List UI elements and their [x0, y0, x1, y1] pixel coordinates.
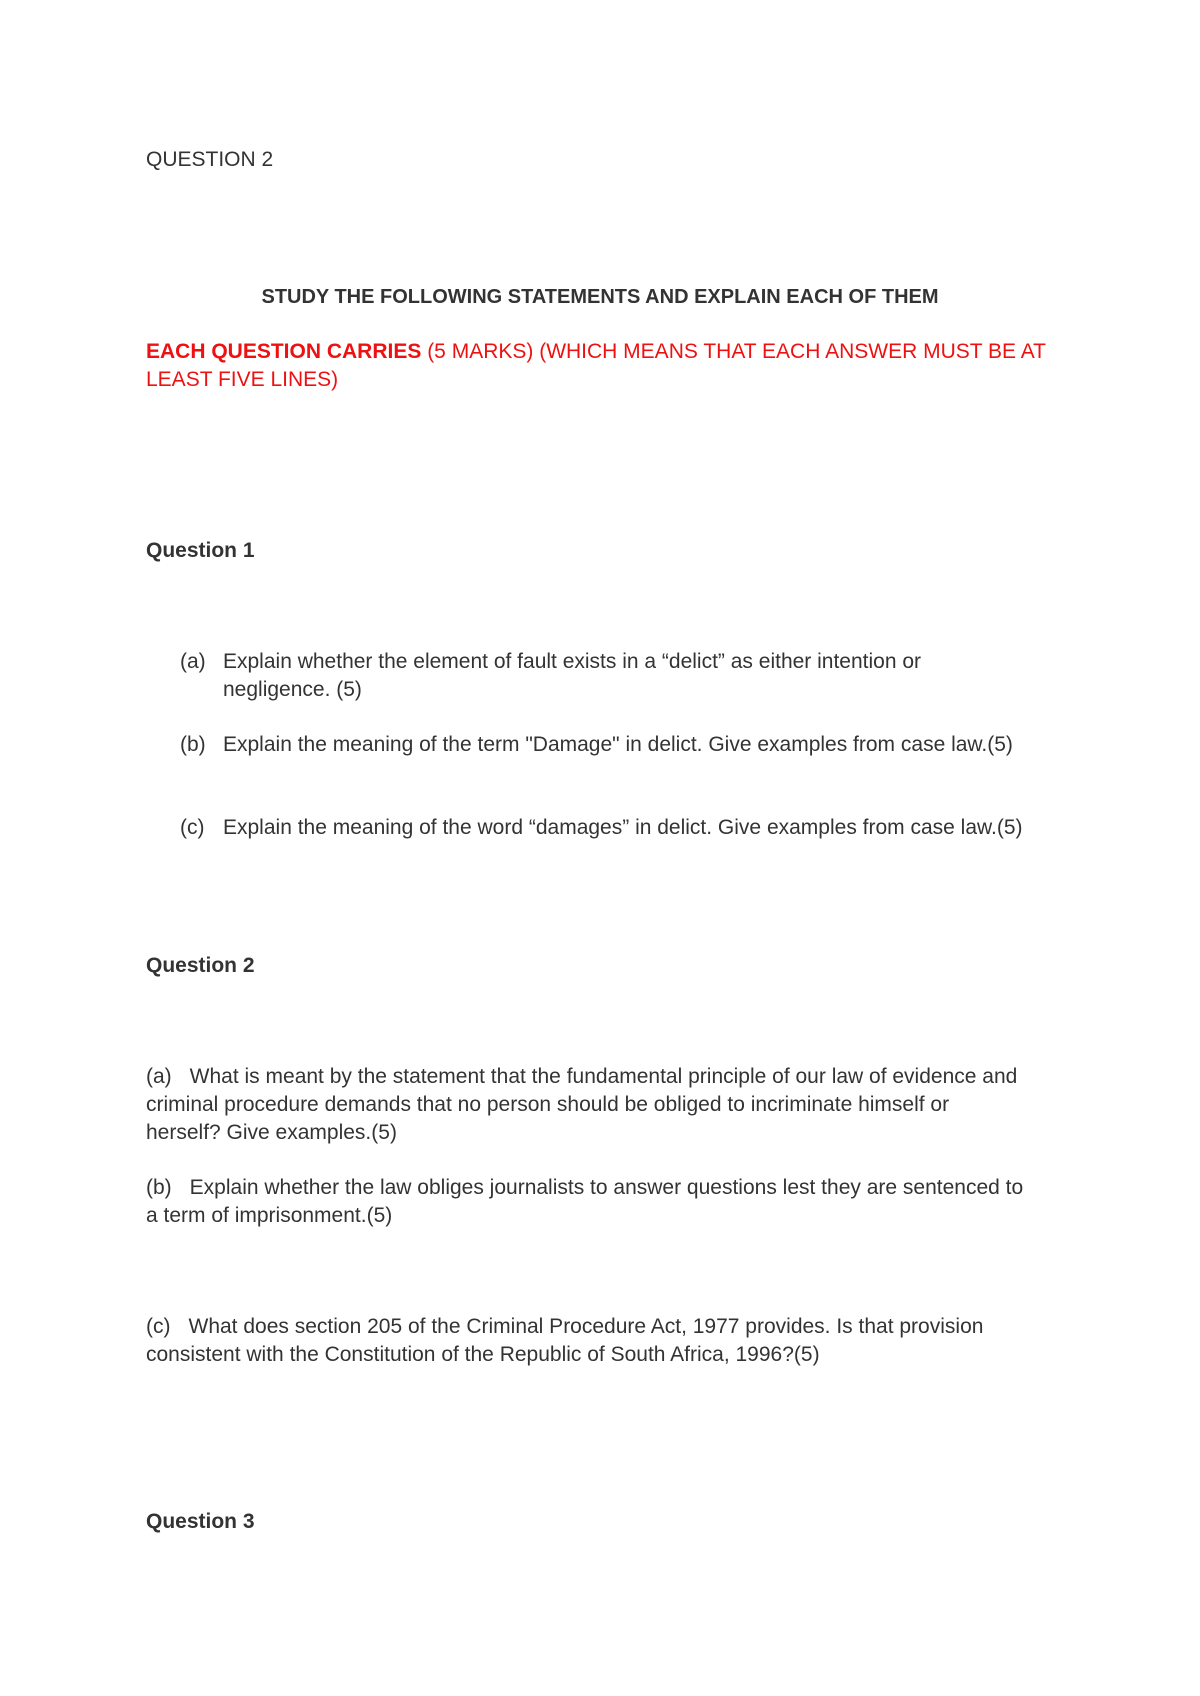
item-text: Explain whether the element of fault exists in a “delict” as either intention or negligence. (5)	[223, 650, 922, 701]
item-marker: (a)	[180, 650, 206, 673]
item-marker: (c)	[146, 1315, 171, 1338]
question-1-heading: Question 1	[146, 539, 255, 562]
marks-note-bold: EACH QUESTION CARRIES	[146, 340, 422, 363]
question-2-item-c	[146, 1313, 1026, 1369]
item-marker: (a)	[146, 1065, 172, 1088]
question-2-heading: Question 2	[146, 954, 255, 977]
instruction-heading: STUDY THE FOLLOWING STATEMENTS AND EXPLAIN EACH OF THEM	[261, 286, 939, 308]
item-text: What does section 205 of the Criminal Procedure Act, 1977 provides. Is that provision consistent with the Constitution of the Republic of South Africa, 1996?(5)	[146, 1315, 984, 1366]
document-title: QUESTION 2	[146, 148, 274, 171]
marks-note	[146, 338, 1066, 394]
item-text: What is meant by the statement that the fundamental principle of our law of evidence and criminal procedure demands that no person should be obliged to incriminate himself or herself? Give examples.(5)	[146, 1065, 1018, 1144]
item-text: Explain the meaning of the word “damages” in delict. Give examples from case law.(5)	[223, 816, 1023, 839]
item-marker: (b)	[146, 1176, 172, 1199]
question-2-item-a	[146, 1063, 1026, 1147]
item-text: Explain whether the law obliges journalists to answer questions lest they are sentenced to a term of imprisonment.(5)	[146, 1176, 1024, 1227]
question-3-heading: Question 3	[146, 1510, 255, 1533]
item-marker: (b)	[180, 733, 206, 756]
item-marker: (c)	[180, 816, 205, 839]
item-text: Explain the meaning of the term "Damage" in delict. Give examples from case law.(5)	[223, 733, 1013, 756]
question-2-item-b	[146, 1174, 1026, 1230]
marks-note-rest: (5 MARKS) (WHICH MEANS THAT EACH ANSWER MUST BE AT LEAST FIVE LINES)	[146, 340, 1046, 391]
